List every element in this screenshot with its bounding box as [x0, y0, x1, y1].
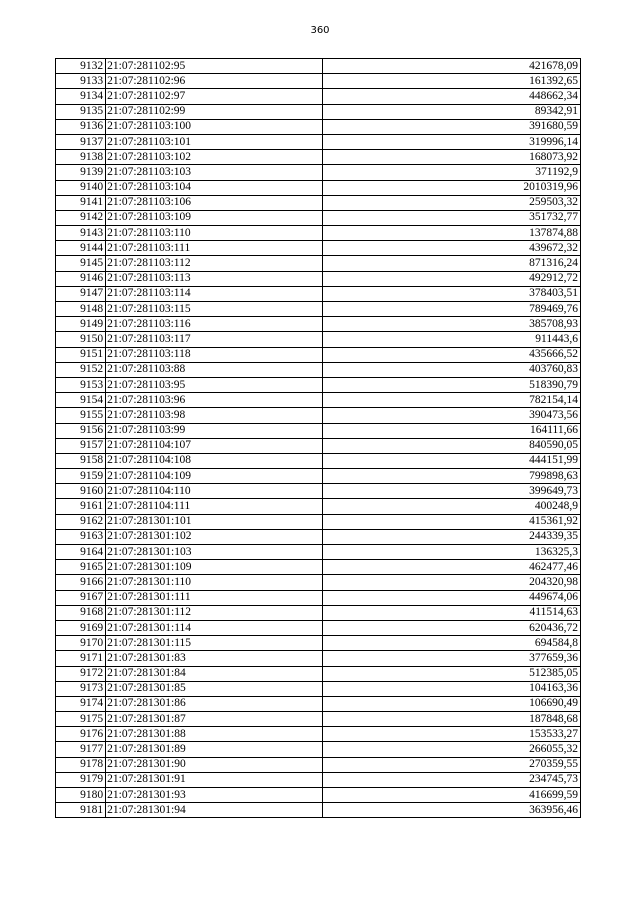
cadastral-number-cell: 21:07:281104:109 — [106, 469, 323, 484]
row-number-cell: 9173 — [56, 681, 106, 696]
cadastral-value-cell: 840590,05 — [323, 438, 581, 453]
row-number-cell: 9158 — [56, 453, 106, 468]
table-row — [56, 469, 581, 484]
cadastral-number-cell: 21:07:281103:110 — [106, 226, 323, 241]
table-row — [56, 210, 581, 225]
table-row — [56, 788, 581, 803]
cadastral-number-cell: 21:07:281102:95 — [106, 59, 323, 74]
row-number-cell: 9174 — [56, 696, 106, 711]
cadastral-number-cell: 21:07:281301:91 — [106, 772, 323, 787]
table-row — [56, 605, 581, 620]
table-row — [56, 590, 581, 605]
cadastral-value-cell: 462477,46 — [323, 560, 581, 575]
table-row — [56, 347, 581, 362]
table-row — [56, 423, 581, 438]
cadastral-value-cell: 799898,63 — [323, 469, 581, 484]
row-number-cell: 9180 — [56, 788, 106, 803]
row-number-cell: 9148 — [56, 302, 106, 317]
cadastral-value-cell: 789469,76 — [323, 302, 581, 317]
row-number-cell: 9144 — [56, 241, 106, 256]
cadastral-value-cell: 435666,52 — [323, 347, 581, 362]
cadastral-number-cell: 21:07:281301:115 — [106, 636, 323, 651]
row-number-cell: 9133 — [56, 74, 106, 89]
cadastral-value-cell: 444151,99 — [323, 453, 581, 468]
cadastral-number-cell: 21:07:281103:112 — [106, 256, 323, 271]
cadastral-number-cell: 21:07:281301:90 — [106, 757, 323, 772]
cadastral-number-cell: 21:07:281301:88 — [106, 727, 323, 742]
table-row — [56, 89, 581, 104]
cadastral-value-cell: 378403,51 — [323, 286, 581, 301]
cadastral-value-cell: 403760,83 — [323, 362, 581, 377]
table-row — [56, 529, 581, 544]
row-number-cell: 9138 — [56, 150, 106, 165]
cadastral-number-cell: 21:07:281103:101 — [106, 134, 323, 149]
cadastral-value-cell: 319996,14 — [323, 134, 581, 149]
cadastral-value-cell: 416699,59 — [323, 788, 581, 803]
cadastral-number-cell: 21:07:281301:111 — [106, 590, 323, 605]
cadastral-number-cell: 21:07:281103:88 — [106, 362, 323, 377]
row-number-cell: 9141 — [56, 195, 106, 210]
cadastral-value-cell: 270359,55 — [323, 757, 581, 772]
row-number-cell: 9168 — [56, 605, 106, 620]
cadastral-number-cell: 21:07:281103:102 — [106, 150, 323, 165]
row-number-cell: 9134 — [56, 89, 106, 104]
table-row — [56, 742, 581, 757]
table-row — [56, 332, 581, 347]
table-row — [56, 362, 581, 377]
table-row — [56, 438, 581, 453]
table-row — [56, 408, 581, 423]
table-row — [56, 256, 581, 271]
table-row — [56, 241, 581, 256]
table-row — [56, 666, 581, 681]
cadastral-number-cell: 21:07:281103:103 — [106, 165, 323, 180]
table-row — [56, 59, 581, 74]
cadastral-value-cell: 204320,98 — [323, 575, 581, 590]
table-row — [56, 377, 581, 392]
table-row — [56, 271, 581, 286]
cadastral-value-cell: 377659,36 — [323, 651, 581, 666]
cadastral-value-cell: 104163,36 — [323, 681, 581, 696]
table-row — [56, 514, 581, 529]
row-number-cell: 9165 — [56, 560, 106, 575]
cadastral-number-cell: 21:07:281301:89 — [106, 742, 323, 757]
cadastral-number-cell: 21:07:281103:95 — [106, 377, 323, 392]
table-row — [56, 317, 581, 332]
cadastral-value-cell: 164111,66 — [323, 423, 581, 438]
cadastral-number-cell: 21:07:281103:104 — [106, 180, 323, 195]
row-number-cell: 9175 — [56, 712, 106, 727]
cadastral-number-cell: 21:07:281103:113 — [106, 271, 323, 286]
row-number-cell: 9163 — [56, 529, 106, 544]
row-number-cell: 9135 — [56, 104, 106, 119]
row-number-cell: 9164 — [56, 545, 106, 560]
cadastral-value-cell: 492912,72 — [323, 271, 581, 286]
cadastral-value-cell: 137874,88 — [323, 226, 581, 241]
row-number-cell: 9155 — [56, 408, 106, 423]
row-number-cell: 9176 — [56, 727, 106, 742]
cadastral-value-cell: 89342,91 — [323, 104, 581, 119]
row-number-cell: 9146 — [56, 271, 106, 286]
cadastral-value-cell: 400248,9 — [323, 499, 581, 514]
cadastral-value-cell: 187848,68 — [323, 712, 581, 727]
table-row — [56, 119, 581, 134]
row-number-cell: 9179 — [56, 772, 106, 787]
cadastral-value-cell: 421678,09 — [323, 59, 581, 74]
cadastral-value-cell: 399649,73 — [323, 484, 581, 499]
cadastral-value-cell: 439672,32 — [323, 241, 581, 256]
cadastral-value-cell: 448662,34 — [323, 89, 581, 104]
cadastral-value-cell: 911443,6 — [323, 332, 581, 347]
cadastral-number-cell: 21:07:281103:98 — [106, 408, 323, 423]
cadastral-value-cell: 782154,14 — [323, 393, 581, 408]
cadastral-value-cell: 371192,9 — [323, 165, 581, 180]
row-number-cell: 9172 — [56, 666, 106, 681]
row-number-cell: 9139 — [56, 165, 106, 180]
row-number-cell: 9142 — [56, 210, 106, 225]
table-row — [56, 681, 581, 696]
cadastral-number-cell: 21:07:281301:87 — [106, 712, 323, 727]
cadastral-number-cell: 21:07:281301:85 — [106, 681, 323, 696]
row-number-cell: 9150 — [56, 332, 106, 347]
cadastral-number-cell: 21:07:281103:117 — [106, 332, 323, 347]
cadastral-value-cell: 2010319,96 — [323, 180, 581, 195]
cadastral-value-cell: 259503,32 — [323, 195, 581, 210]
cadastral-number-cell: 21:07:281102:96 — [106, 74, 323, 89]
cadastral-value-cell: 161392,65 — [323, 74, 581, 89]
table-row — [56, 226, 581, 241]
table-row — [56, 302, 581, 317]
cadastral-number-cell: 21:07:281103:99 — [106, 423, 323, 438]
table-row — [56, 651, 581, 666]
cadastral-number-cell: 21:07:281104:111 — [106, 499, 323, 514]
cadastral-number-cell: 21:07:281103:116 — [106, 317, 323, 332]
row-number-cell: 9166 — [56, 575, 106, 590]
table-row — [56, 286, 581, 301]
table-row — [56, 803, 581, 818]
cadastral-value-cell: 411514,63 — [323, 605, 581, 620]
table-row — [56, 180, 581, 195]
cadastral-value-cell: 449674,06 — [323, 590, 581, 605]
cadastral-number-cell: 21:07:281103:114 — [106, 286, 323, 301]
cadastral-number-cell: 21:07:281104:107 — [106, 438, 323, 453]
table-row — [56, 484, 581, 499]
row-number-cell: 9132 — [56, 59, 106, 74]
cadastral-value-cell: 385708,93 — [323, 317, 581, 332]
table-row — [56, 757, 581, 772]
table-row — [56, 620, 581, 635]
row-number-cell: 9147 — [56, 286, 106, 301]
cadastral-value-cell: 168073,92 — [323, 150, 581, 165]
cadastral-value-cell: 106690,49 — [323, 696, 581, 711]
cadastral-value-cell: 620436,72 — [323, 620, 581, 635]
row-number-cell: 9169 — [56, 620, 106, 635]
table-row — [56, 560, 581, 575]
row-number-cell: 9162 — [56, 514, 106, 529]
table-row — [56, 772, 581, 787]
cadastral-value-cell: 136325,3 — [323, 545, 581, 560]
page-number: 360 — [310, 25, 330, 36]
table-row — [56, 104, 581, 119]
row-number-cell: 9157 — [56, 438, 106, 453]
cadastral-number-cell: 21:07:281103:100 — [106, 119, 323, 134]
row-number-cell: 9149 — [56, 317, 106, 332]
cadastral-value-cell: 234745,73 — [323, 772, 581, 787]
cadastral-number-cell: 21:07:281301:86 — [106, 696, 323, 711]
table-row — [56, 696, 581, 711]
cadastral-number-cell: 21:07:281301:112 — [106, 605, 323, 620]
cadastral-number-cell: 21:07:281104:108 — [106, 453, 323, 468]
table-row — [56, 727, 581, 742]
cadastral-number-cell: 21:07:281103:115 — [106, 302, 323, 317]
row-number-cell: 9161 — [56, 499, 106, 514]
cadastral-number-cell: 21:07:281103:96 — [106, 393, 323, 408]
row-number-cell: 9170 — [56, 636, 106, 651]
cadastral-number-cell: 21:07:281103:111 — [106, 241, 323, 256]
cadastral-number-cell: 21:07:281301:94 — [106, 803, 323, 818]
row-number-cell: 9159 — [56, 469, 106, 484]
table-row — [56, 453, 581, 468]
cadastral-value-cell: 390473,56 — [323, 408, 581, 423]
cadastral-value-cell: 153533,27 — [323, 727, 581, 742]
cadastral-value-cell: 244339,35 — [323, 529, 581, 544]
cadastral-value-cell: 391680,59 — [323, 119, 581, 134]
row-number-cell: 9177 — [56, 742, 106, 757]
table-row — [56, 575, 581, 590]
table-row — [56, 195, 581, 210]
cadastral-value-cell: 518390,79 — [323, 377, 581, 392]
cadastral-number-cell: 21:07:281301:83 — [106, 651, 323, 666]
row-number-cell: 9171 — [56, 651, 106, 666]
cadastral-number-cell: 21:07:281301:103 — [106, 545, 323, 560]
row-number-cell: 9178 — [56, 757, 106, 772]
table-row — [56, 165, 581, 180]
cadastral-number-cell: 21:07:281301:114 — [106, 620, 323, 635]
row-number-cell: 9156 — [56, 423, 106, 438]
row-number-cell: 9160 — [56, 484, 106, 499]
table-row — [56, 134, 581, 149]
row-number-cell: 9167 — [56, 590, 106, 605]
table-body — [56, 59, 581, 818]
cadastral-number-cell: 21:07:281301:93 — [106, 788, 323, 803]
cadastral-value-cell: 363956,46 — [323, 803, 581, 818]
row-number-cell: 9153 — [56, 377, 106, 392]
cadastral-value-cell: 512385,05 — [323, 666, 581, 681]
cadastral-number-cell: 21:07:281103:106 — [106, 195, 323, 210]
cadastral-number-cell: 21:07:281102:99 — [106, 104, 323, 119]
table-row — [56, 712, 581, 727]
cadastral-number-cell: 21:07:281301:110 — [106, 575, 323, 590]
cadastral-number-cell: 21:07:281103:109 — [106, 210, 323, 225]
table-row — [56, 74, 581, 89]
cadastral-value-cell: 694584,8 — [323, 636, 581, 651]
table-row — [56, 545, 581, 560]
cadastral-value-cell: 871316,24 — [323, 256, 581, 271]
cadastral-number-cell: 21:07:281103:118 — [106, 347, 323, 362]
row-number-cell: 9152 — [56, 362, 106, 377]
cadastral-number-cell: 21:07:281102:97 — [106, 89, 323, 104]
cadastral-value-table — [55, 58, 581, 818]
cadastral-value-cell: 351732,77 — [323, 210, 581, 225]
cadastral-number-cell: 21:07:281301:102 — [106, 529, 323, 544]
table-row — [56, 499, 581, 514]
cadastral-value-cell: 415361,92 — [323, 514, 581, 529]
row-number-cell: 9136 — [56, 119, 106, 134]
row-number-cell: 9154 — [56, 393, 106, 408]
cadastral-number-cell: 21:07:281301:84 — [106, 666, 323, 681]
cadastral-number-cell: 21:07:281104:110 — [106, 484, 323, 499]
row-number-cell: 9140 — [56, 180, 106, 195]
row-number-cell: 9181 — [56, 803, 106, 818]
row-number-cell: 9145 — [56, 256, 106, 271]
row-number-cell: 9151 — [56, 347, 106, 362]
cadastral-number-cell: 21:07:281301:101 — [106, 514, 323, 529]
table-row — [56, 636, 581, 651]
row-number-cell: 9143 — [56, 226, 106, 241]
row-number-cell: 9137 — [56, 134, 106, 149]
cadastral-value-cell: 266055,32 — [323, 742, 581, 757]
cadastral-number-cell: 21:07:281301:109 — [106, 560, 323, 575]
table-row — [56, 150, 581, 165]
table-row — [56, 393, 581, 408]
